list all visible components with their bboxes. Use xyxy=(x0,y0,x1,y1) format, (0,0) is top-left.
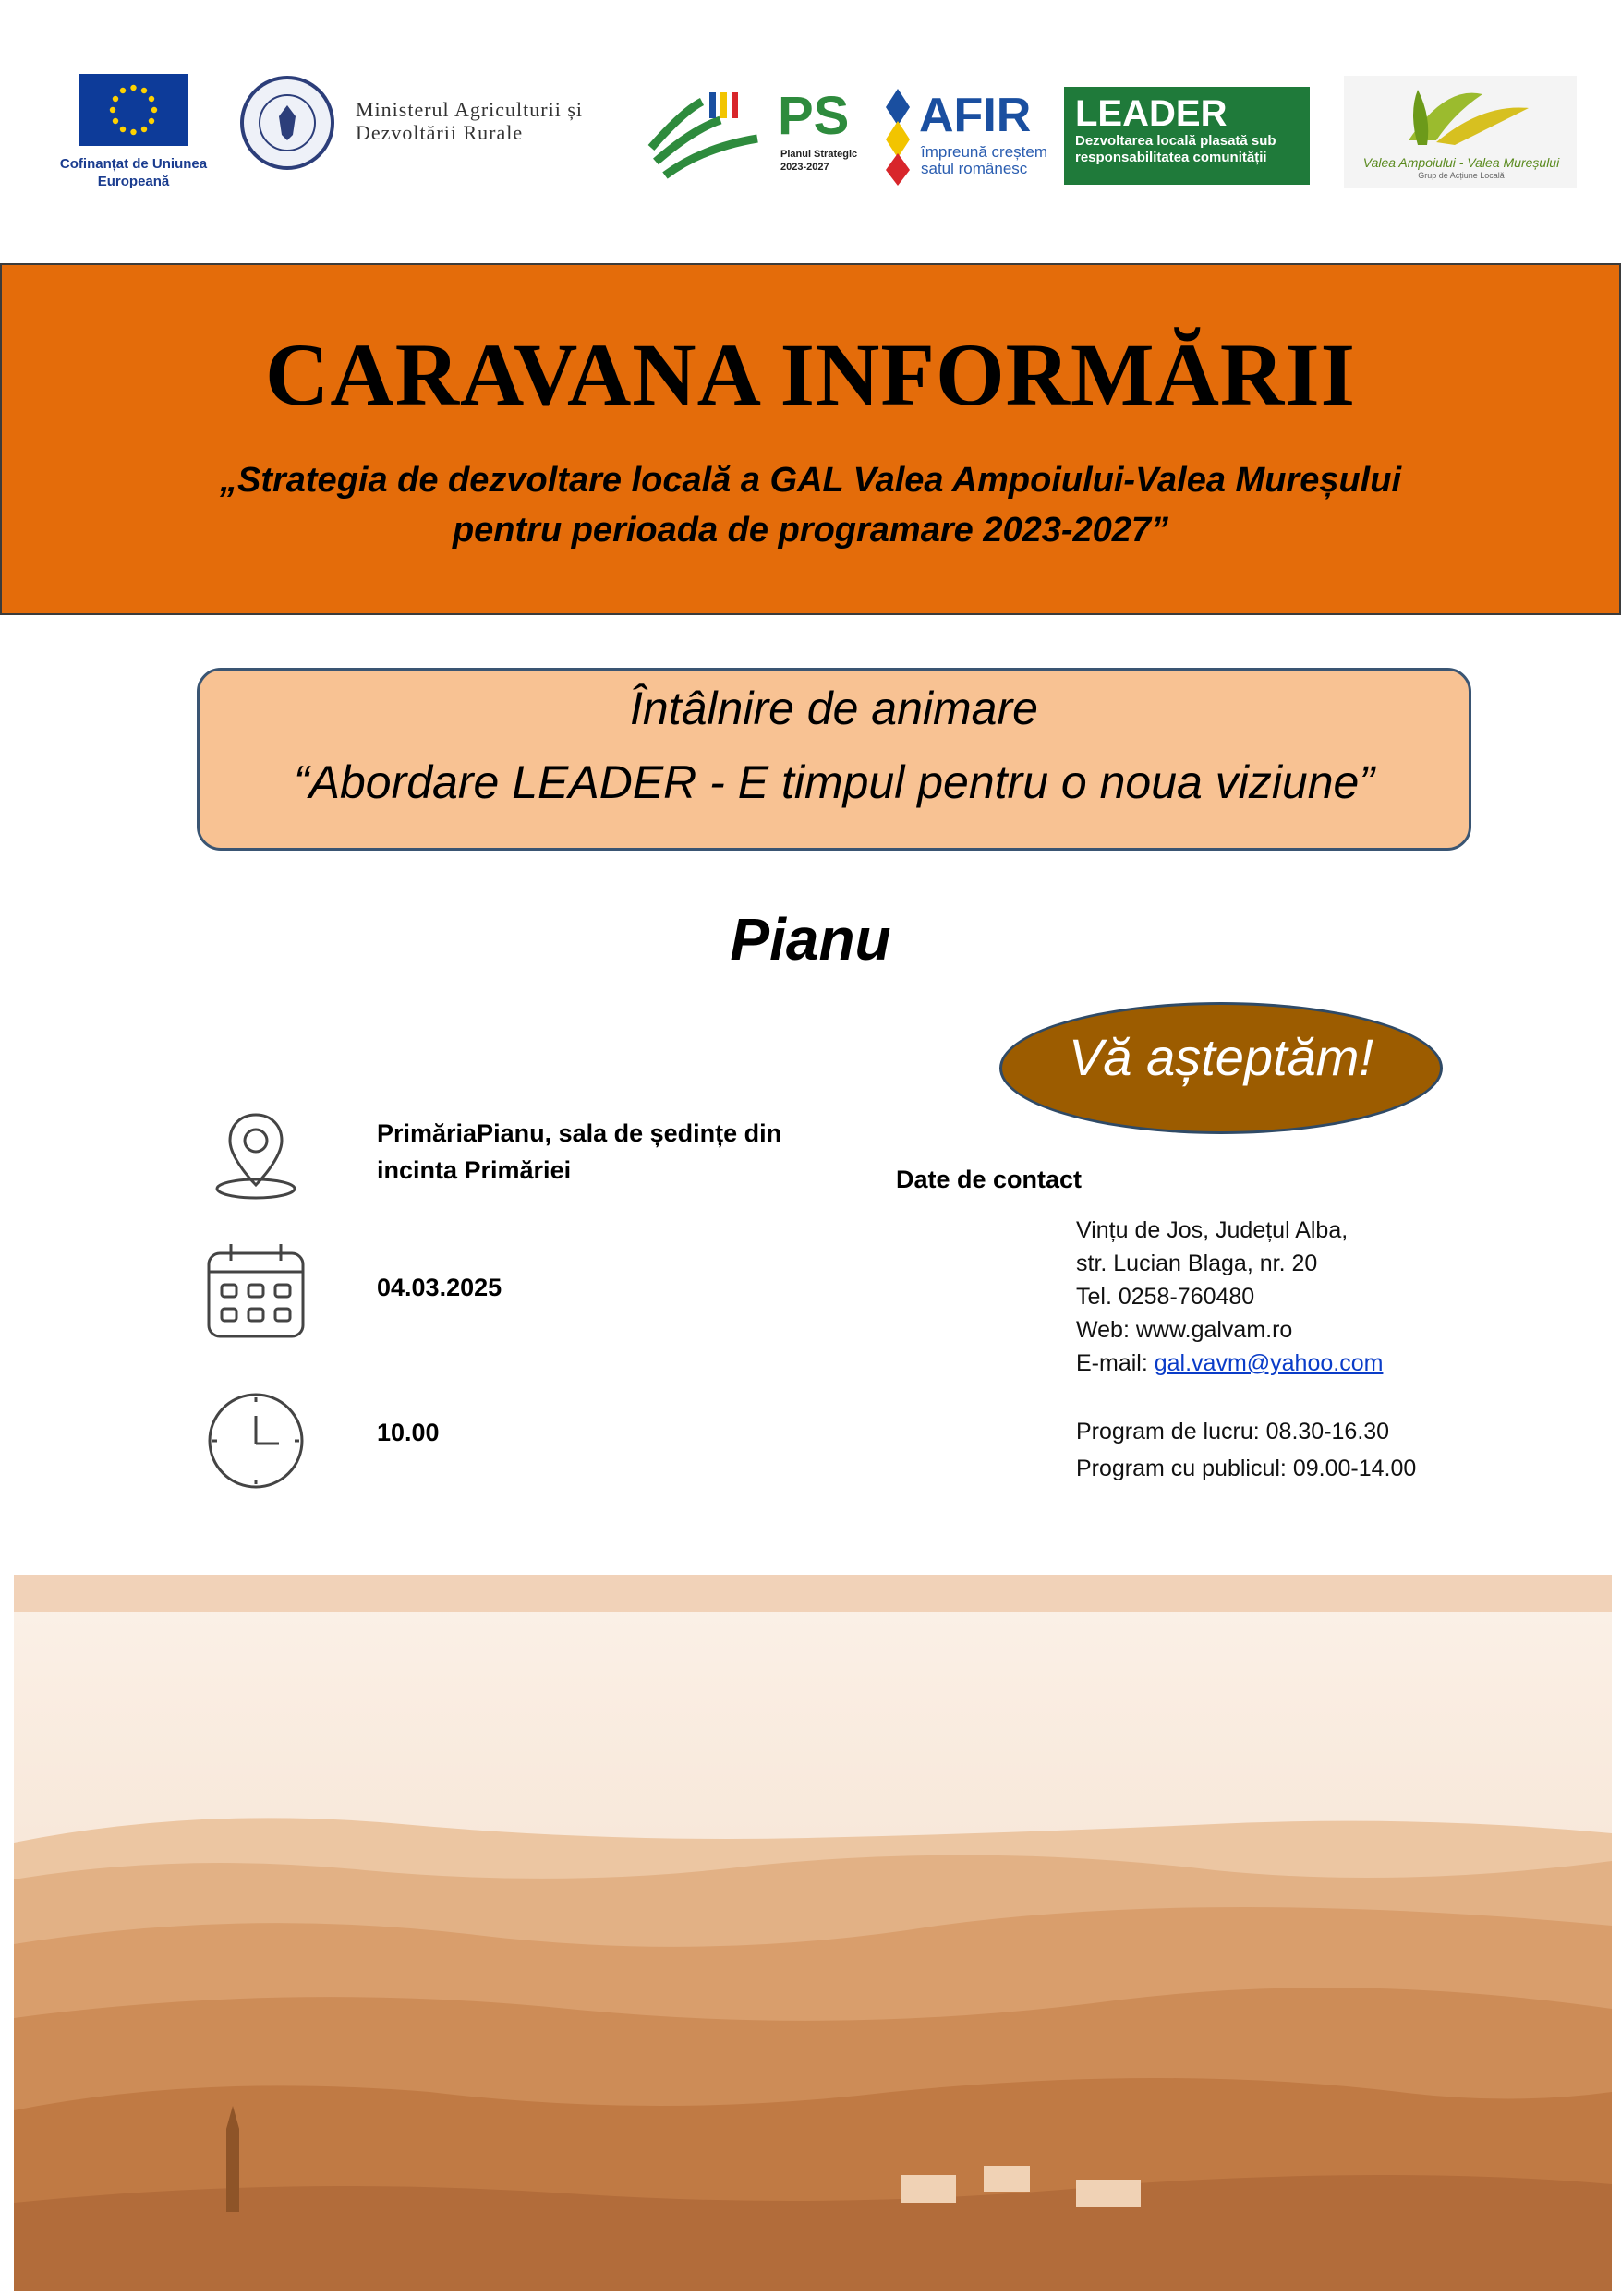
place-name: Pianu xyxy=(730,906,891,973)
event-date: 04.03.2025 xyxy=(377,1274,502,1301)
location-line-1: PrimăriaPianu, sala de ședințe din xyxy=(377,1119,782,1147)
clock-icon xyxy=(205,1390,307,1492)
cta-text: Vă așteptăm! xyxy=(1069,1028,1373,1086)
hours-public: Program cu publicul: 09.00-14.00 xyxy=(1076,1456,1417,1481)
contact-web: Web: www.galvam.ro xyxy=(1076,1317,1293,1343)
eu-flag-logo xyxy=(79,74,188,146)
contact-email-row xyxy=(1076,1347,1383,1380)
hours-work: Program de lucru: 08.30-16.30 xyxy=(1076,1419,1390,1444)
contact-heading: Date de contact xyxy=(896,1166,1083,1193)
email-link[interactable]: gal.vavm@yahoo.com xyxy=(1154,1350,1384,1376)
meeting-type: Întâlnire de animare xyxy=(630,683,1038,734)
eu-caption: Cofinanțat de Uniunea Europeană xyxy=(59,156,208,189)
contact-address-2: str. Lucian Blaga, nr. 20 xyxy=(1076,1251,1318,1276)
contact-address-1: Vințu de Jos, Județul Alba, xyxy=(1076,1217,1349,1243)
location-line-2: incinta Primăriei xyxy=(377,1156,572,1184)
email-label: E-mail: xyxy=(1076,1350,1155,1376)
ps-subtitle: Planul Strategic 2023-2027 xyxy=(780,149,858,173)
subtitle-line-2: pentru perioada de programare 2023-2027” xyxy=(452,511,1169,550)
leader-logo xyxy=(1064,87,1310,185)
afir-title: AFIR xyxy=(919,89,1032,142)
ps-stripes-logo xyxy=(647,83,767,185)
title-banner xyxy=(0,263,1621,615)
government-seal-logo xyxy=(240,76,334,170)
meeting-theme: “Abordare LEADER - E timpul pentru o noua viziune” xyxy=(293,756,1375,808)
gal-name: Valea Ampoiului - Valea Mureșului xyxy=(1362,155,1560,170)
office-hours xyxy=(1076,1413,1416,1487)
afir-emblem-icon xyxy=(882,89,913,186)
location-text xyxy=(377,1115,781,1189)
location-pin-icon xyxy=(205,1104,307,1205)
afir-subtitle: împreună creștem satul românesc xyxy=(921,143,1047,177)
leader-title: LEADER xyxy=(1075,93,1228,134)
ministry-name: Ministerul Agriculturii și Dezvoltării Rurale xyxy=(356,98,583,144)
ps-title: PS xyxy=(778,86,850,146)
event-time: 10.00 xyxy=(377,1419,440,1446)
gal-subtitle: Grup de Acțiune Locală xyxy=(1418,171,1505,180)
banner-subtitle xyxy=(0,455,1621,555)
contact-phone: Tel. 0258-760480 xyxy=(1076,1284,1255,1310)
landscape-image xyxy=(14,1575,1612,2291)
subtitle-line-1: „Strategia de dezvoltare locală a GAL Valea Ampoiului-Valea Mureșului xyxy=(219,461,1401,500)
contact-details xyxy=(1076,1214,1383,1380)
leader-subtitle: Dezvoltarea locală plasată sub responsabilitatea comunității xyxy=(1075,133,1276,165)
calendar-icon xyxy=(205,1242,307,1344)
page-title: CARAVANA INFORMĂRII xyxy=(265,325,1356,424)
